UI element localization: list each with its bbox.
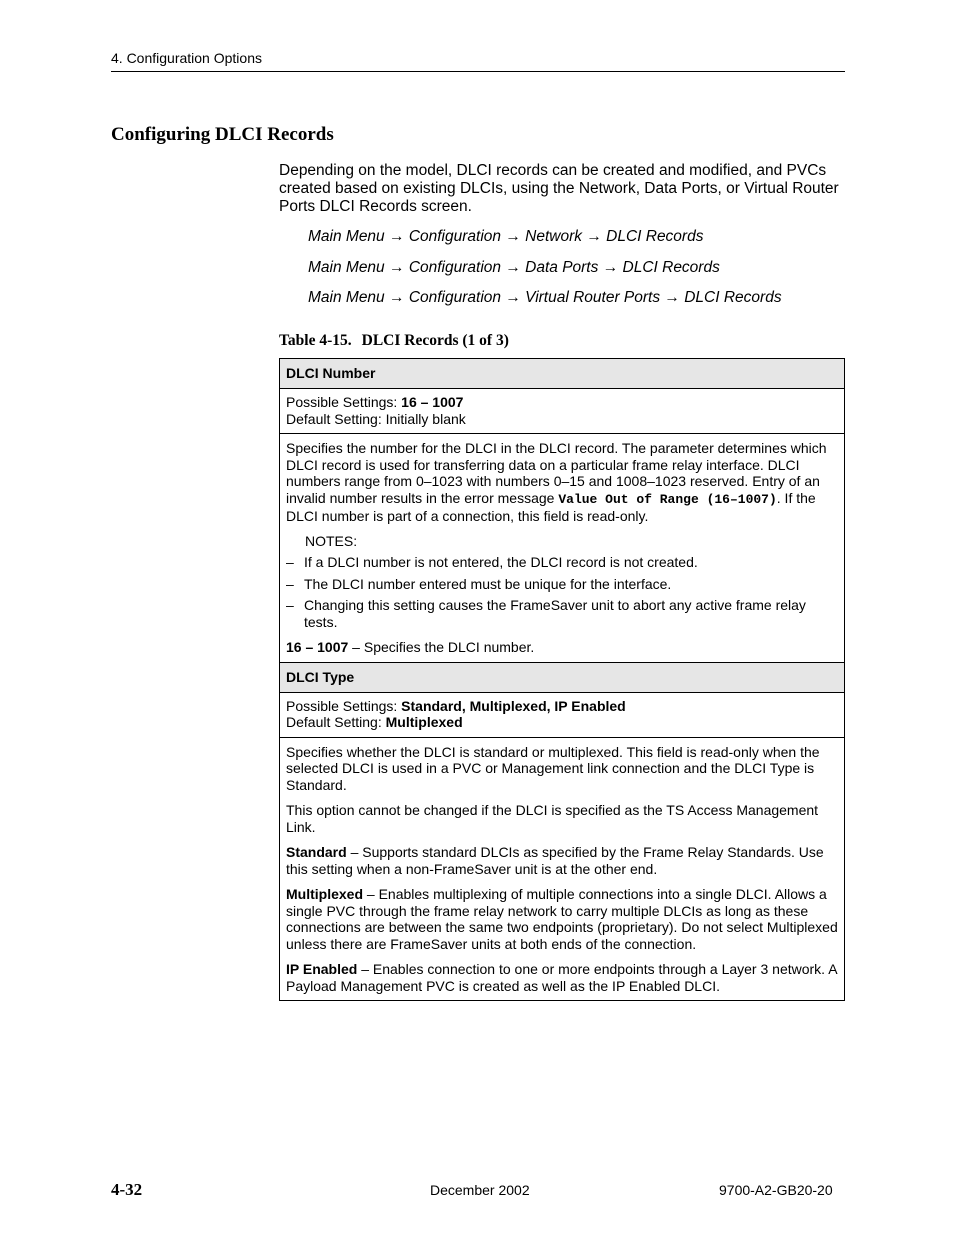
menu-path-data-ports: Main Menu → Configuration → Data Ports → DLCI Records: [308, 259, 720, 276]
table-row: [280, 737, 845, 1001]
error-message: Value Out of Range (16–1007): [558, 491, 777, 507]
table-row: [280, 434, 845, 663]
footer-date: December 2002: [430, 1182, 530, 1198]
intro-paragraph: Depending on the model, DLCI records can be created and modified, and PVCs created based on existing DLCIs, using the Network, Data Ports, or Virtual Router Ports DLCI Records screen.: [279, 162, 839, 215]
dlci-type-description: Specifies whether the DLCI is standard or multiplexed. This field is read-only when the selected DLCI is used in a PVC or Management link connection and the DLCI Type is Standard. This option cannot be changed if the DLCI is specified as the TS Access Management Link. Standard – Supports standard DLCIs as specified by the Frame Relay Standards. Use this setting when a non-FrameSaver unit is at the other end. Multiplexed – Enables multiplexing of multiple connections into a single DLCI. Allows a single PVC through the frame relay network to carry multiple DLCIs as long as these connections are between the same two endpoints (proprietary). Do not select Multiplexed unless there are FrameSaver units at both ends of the connection. IP Enabled – Enables connection to one or more endpoints through a Layer 3 network. A Payload Management PVC is created as well as the IP Enabled DLCI.: [280, 737, 845, 1001]
list-item: – Changing this setting causes the FrameSaver unit to abort any active frame relay tests.: [286, 597, 806, 630]
dlci-number-header: DLCI Number: [280, 359, 845, 389]
list-item: – If a DLCI number is not entered, the DLCI record is not created.: [286, 554, 698, 570]
table-row: [280, 662, 845, 692]
table-row: [280, 692, 845, 737]
dlci-number-description: Specifies the number for the DLCI in the DLCI record. The parameter determines which DLCI record is used for transferring data on a particular frame relay interface. DLCI numbers range from 0–1023 with numbers 0–15 and 1008–1023 reserved. Entry of an invalid number results in the error message Value Out of Range (16–1007). If the DLCI number is part of a connection, this field is read-only. NOTES: – If a DLCI number is not entered, the DLCI record is not created. – The DLCI number entered must be unique for the interface. – Changing this setting causes the FrameSaver unit to abort any active frame relay tests. 16 – 1007 – Specifies the DLCI number.: [280, 434, 845, 663]
menu-path-network: Main Menu → Configuration → Network → DLCI Records: [308, 228, 704, 245]
running-head: 4. Configuration Options: [111, 50, 262, 66]
dlci-type-header: DLCI Type: [280, 662, 845, 692]
menu-path-virtual-router-ports: Main Menu → Configuration → Virtual Router Ports → DLCI Records: [308, 289, 782, 306]
section-title: Configuring DLCI Records: [111, 124, 334, 145]
table-row: [280, 389, 845, 434]
table-row: [280, 359, 845, 389]
option-multiplexed: Multiplexed – Enables multiplexing of multiple connections into a single DLCI. Allows a single PVC through the frame relay network to carry multiple DLCIs as long as these connections are between the same two endpoints (proprietary). Do not select Multiplexed unless there are FrameSaver units at both ends of the connection.: [286, 886, 838, 952]
list-item: – The DLCI number entered must be unique for the interface.: [286, 575, 672, 592]
page-number: 4-32: [111, 1180, 143, 1199]
header-rule: [111, 71, 845, 72]
document-number: 9700-A2-GB20-20: [719, 1182, 833, 1198]
option-standard: Standard – Supports standard DLCIs as specified by the Frame Relay Standards. Use this setting when a non-FrameSaver unit is at the other end.: [286, 844, 824, 877]
notes-block: NOTES: – If a DLCI number is not entered, the DLCI record is not created. – The DLCI number entered must be unique for the interface. – Changing this setting causes the FrameSaver unit to abort any active frame relay tests.: [305, 533, 838, 631]
option-ip-enabled: IP Enabled – Enables connection to one or more endpoints through a Layer 3 network. A Payload Management PVC is created as well as the IP Enabled DLCI.: [286, 961, 837, 994]
dlci-type-settings: Possible Settings: Standard, Multiplexed, IP Enabled Default Setting: Multiplexed: [280, 692, 845, 737]
dlci-records-table: [279, 358, 845, 1001]
dlci-number-settings: Possible Settings: 16 – 1007 Default Setting: Initially blank: [280, 389, 845, 434]
table-caption: Table 4-15. DLCI Records (1 of 3): [279, 332, 509, 349]
